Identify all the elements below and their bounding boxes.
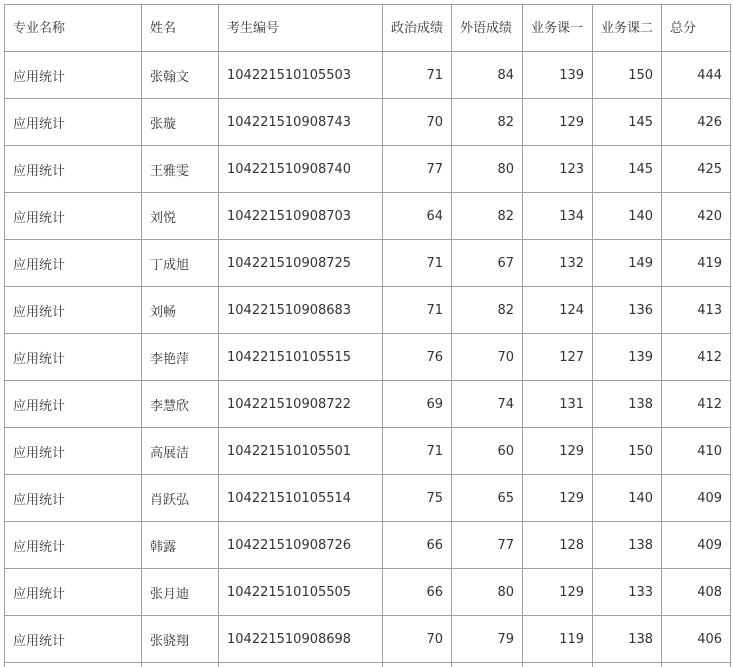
cell-politics: 71 [383,428,452,475]
cutoff-cell [5,663,142,667]
table-row [5,99,731,146]
cell-exam-id: 104221510908726 [219,522,383,569]
cell-total: 406 [662,616,731,663]
cell-course-1: 119 [523,616,593,663]
cell-exam-id: 104221510105505 [219,569,383,616]
cell-total: 426 [662,99,731,146]
cell-name: 李慧欣 [142,381,219,428]
cell-politics: 64 [383,193,452,240]
cell-total: 413 [662,287,731,334]
table-row [5,240,731,287]
cell-language: 79 [452,616,523,663]
cutoff-cell [383,663,452,667]
table-row [5,475,731,522]
table-body [5,52,731,667]
cell-name: 刘畅 [142,287,219,334]
cell-course-2: 140 [593,193,662,240]
cell-course-1: 139 [523,52,593,99]
cell-course-1: 131 [523,381,593,428]
cell-politics: 69 [383,381,452,428]
header-politics: 政治成绩 [383,5,452,52]
cell-exam-id: 104221510105514 [219,475,383,522]
cell-name: 丁成旭 [142,240,219,287]
cell-exam-id: 104221510908725 [219,240,383,287]
cell-major: 应用统计 [5,334,142,381]
cell-language: 82 [452,287,523,334]
cell-politics: 71 [383,52,452,99]
header-language: 外语成绩 [452,5,523,52]
cell-course-2: 140 [593,475,662,522]
table-row-cutoff [5,663,731,667]
cell-politics: 70 [383,616,452,663]
cell-course-2: 138 [593,381,662,428]
header-course-2: 业务课二 [593,5,662,52]
cell-course-2: 145 [593,99,662,146]
cell-major: 应用统计 [5,99,142,146]
cell-language: 80 [452,146,523,193]
cell-total: 444 [662,52,731,99]
cell-name: 张骁翔 [142,616,219,663]
cell-total: 420 [662,193,731,240]
header-exam-id: 考生编号 [219,5,383,52]
cell-exam-id: 104221510908698 [219,616,383,663]
cell-exam-id: 104221510908703 [219,193,383,240]
table-row [5,522,731,569]
cell-politics: 71 [383,240,452,287]
cell-major: 应用统计 [5,616,142,663]
cell-exam-id: 104221510908722 [219,381,383,428]
score-table [4,4,731,667]
cell-politics: 75 [383,475,452,522]
cell-total: 412 [662,381,731,428]
table-row [5,381,731,428]
cell-major: 应用统计 [5,193,142,240]
cell-politics: 71 [383,287,452,334]
cutoff-cell [662,663,731,667]
cell-major: 应用统计 [5,52,142,99]
cell-course-2: 136 [593,287,662,334]
cell-course-1: 132 [523,240,593,287]
cell-exam-id: 104221510908683 [219,287,383,334]
cell-major: 应用统计 [5,522,142,569]
cell-politics: 70 [383,99,452,146]
cell-course-1: 123 [523,146,593,193]
cell-course-1: 129 [523,569,593,616]
cell-course-2: 145 [593,146,662,193]
cell-language: 67 [452,240,523,287]
table-header-row [5,5,731,52]
table-row [5,428,731,475]
cell-course-1: 127 [523,334,593,381]
cell-total: 409 [662,475,731,522]
cell-course-2: 138 [593,522,662,569]
cell-exam-id: 104221510908740 [219,146,383,193]
cell-course-2: 139 [593,334,662,381]
cell-course-2: 150 [593,428,662,475]
cutoff-cell [523,663,593,667]
table-row [5,616,731,663]
cell-language: 60 [452,428,523,475]
cell-major: 应用统计 [5,240,142,287]
cell-major: 应用统计 [5,475,142,522]
cell-exam-id: 104221510105501 [219,428,383,475]
cell-politics: 77 [383,146,452,193]
cell-exam-id: 104221510105503 [219,52,383,99]
cell-politics: 76 [383,334,452,381]
cell-major: 应用统计 [5,287,142,334]
cell-course-2: 149 [593,240,662,287]
cutoff-cell [142,663,219,667]
table-row [5,287,731,334]
cell-course-1: 129 [523,475,593,522]
cell-name: 韩露 [142,522,219,569]
table-row [5,569,731,616]
header-course-1: 业务课一 [523,5,593,52]
cell-politics: 66 [383,522,452,569]
cell-total: 408 [662,569,731,616]
cutoff-cell [593,663,662,667]
cell-name: 高展洁 [142,428,219,475]
cell-language: 82 [452,193,523,240]
cell-name: 张月迪 [142,569,219,616]
cell-total: 419 [662,240,731,287]
cell-total: 410 [662,428,731,475]
cell-name: 张璇 [142,99,219,146]
cell-course-1: 124 [523,287,593,334]
cell-name: 刘悦 [142,193,219,240]
cell-politics: 66 [383,569,452,616]
cell-course-2: 133 [593,569,662,616]
cell-name: 张翰文 [142,52,219,99]
cell-language: 74 [452,381,523,428]
header-major: 专业名称 [5,5,142,52]
cell-total: 425 [662,146,731,193]
cell-exam-id: 104221510908743 [219,99,383,146]
cell-language: 82 [452,99,523,146]
cell-language: 70 [452,334,523,381]
header-name: 姓名 [142,5,219,52]
cell-exam-id: 104221510105515 [219,334,383,381]
cell-language: 80 [452,569,523,616]
cell-language: 65 [452,475,523,522]
cell-name: 肖跃弘 [142,475,219,522]
cell-major: 应用统计 [5,569,142,616]
cell-course-1: 129 [523,99,593,146]
cutoff-cell [219,663,383,667]
cell-course-1: 128 [523,522,593,569]
table-row [5,52,731,99]
table-row [5,193,731,240]
cell-course-2: 150 [593,52,662,99]
cell-major: 应用统计 [5,146,142,193]
cell-total: 412 [662,334,731,381]
cell-total: 409 [662,522,731,569]
cell-course-1: 129 [523,428,593,475]
table-row [5,334,731,381]
header-total: 总分 [662,5,731,52]
cell-major: 应用统计 [5,428,142,475]
table-row [5,146,731,193]
cell-major: 应用统计 [5,381,142,428]
cell-course-1: 134 [523,193,593,240]
cell-name: 李艳萍 [142,334,219,381]
cell-name: 王雅雯 [142,146,219,193]
cell-language: 84 [452,52,523,99]
cell-language: 77 [452,522,523,569]
cell-course-2: 138 [593,616,662,663]
cutoff-cell [452,663,523,667]
